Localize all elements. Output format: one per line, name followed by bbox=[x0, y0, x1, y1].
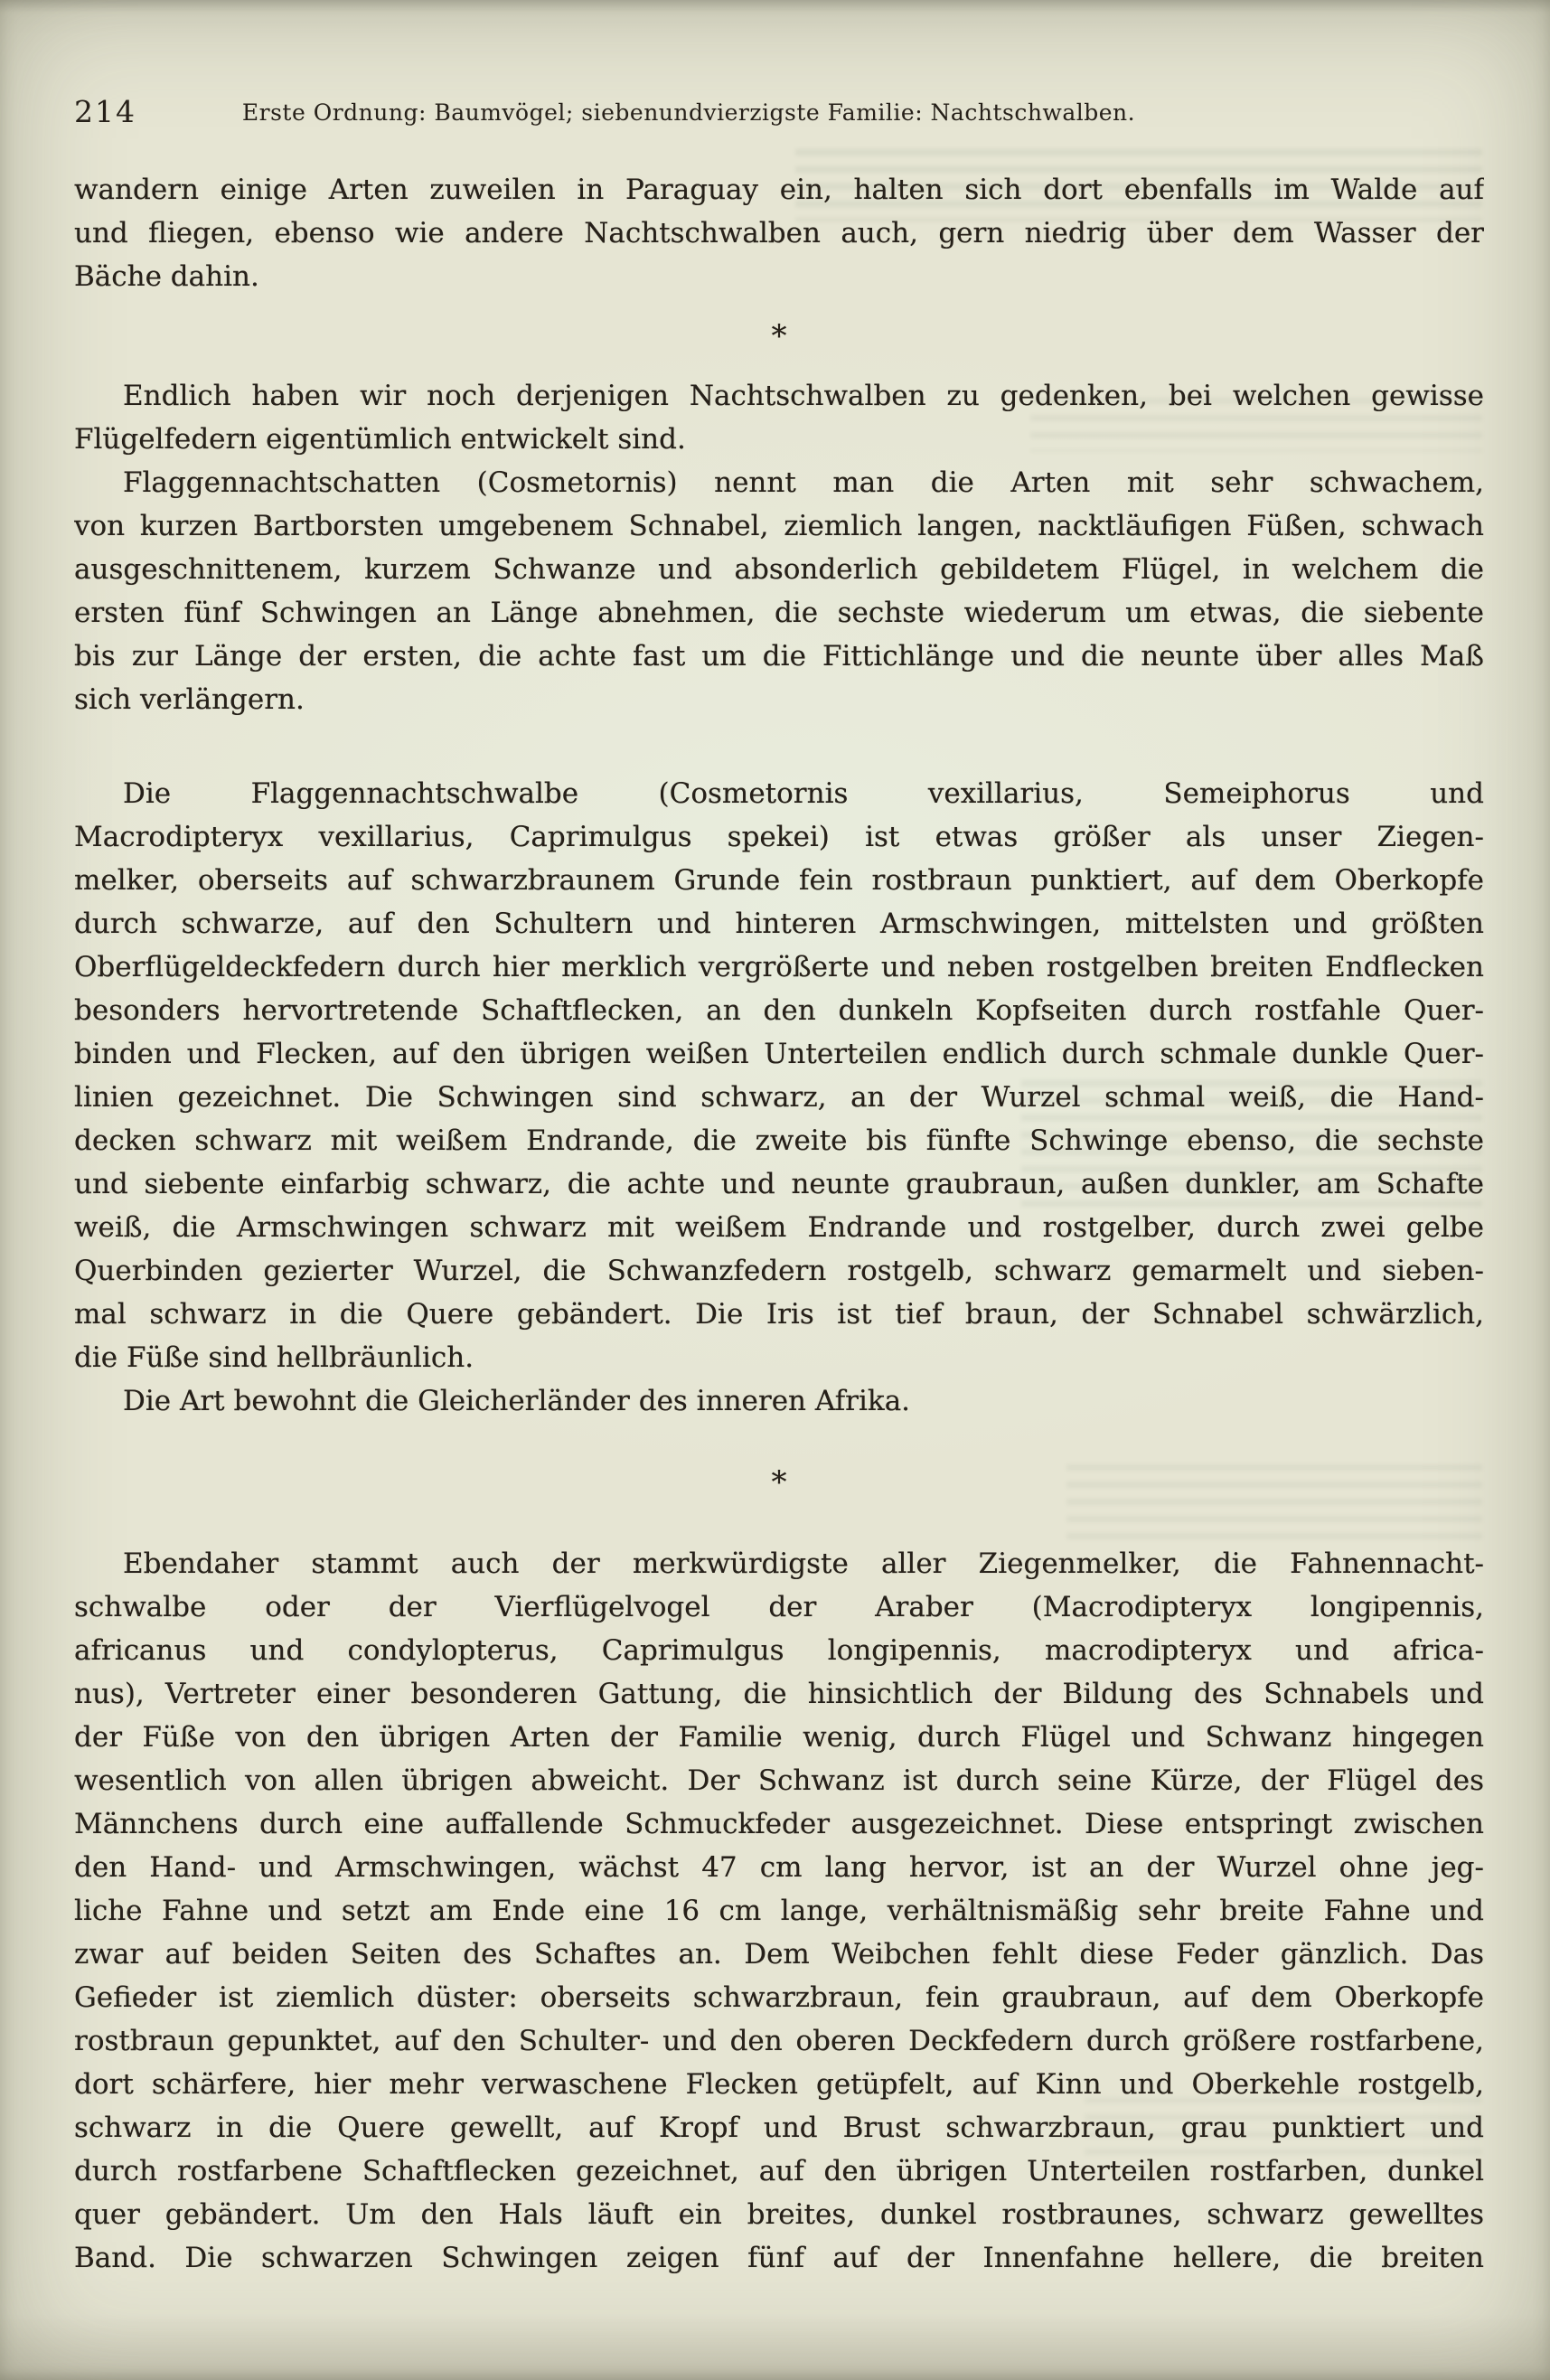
paragraph-continuation bbox=[74, 168, 1484, 298]
paragraph-intro bbox=[74, 374, 1484, 461]
text-line: Die Flaggennachtschwalbe (Cosmetornis vexillarius, Semeiphorus und bbox=[123, 777, 1484, 810]
paragraph-gap bbox=[74, 721, 1484, 772]
text-line: besonders hervortretende Schaftflecken, an den dunkeln Kopfseiten durch rostfahle Quer- bbox=[74, 994, 1484, 1027]
text-line: rostbraun gepunktet, auf den Schulter- und den oberen Deckfedern durch größere rostfarbene, bbox=[74, 2025, 1484, 2057]
text-line: wandern einige Arten zuweilen in Paraguay ein, halten sich dort ebenfalls im Walde auf bbox=[74, 174, 1484, 206]
text-line: schwalbe oder der Vierflügelvogel der Araber (Macrodipteryx longipennis, bbox=[74, 1591, 1484, 1623]
text-line: ausgeschnittenem, kurzem Schwanze und absonderlich gebildetem Flügel, in welchem die bbox=[74, 553, 1484, 586]
text-line: mal schwarz in die Quere gebändert. Die Iris ist tief braun, der Schnabel schwärzlich, bbox=[74, 1298, 1484, 1331]
text-line: linien gezeichnet. Die Schwingen sind schwarz, an der Wurzel schmal weiß, die Hand- bbox=[74, 1081, 1484, 1114]
text-line: Macrodipteryx vexillarius, Caprimulgus spekei) ist etwas größer als unser Ziegen- bbox=[74, 821, 1484, 853]
text-line: den Hand- und Armschwingen, wächst 47 cm lang hervor, ist an der Wurzel ohne jeg- bbox=[74, 1851, 1484, 1884]
text-line: africanus und condylopterus, Caprimulgus longipennis, macrodipteryx und africa- bbox=[74, 1634, 1484, 1667]
text-line: wesentlich von allen übrigen abweicht. Der Schwanz ist durch seine Kürze, der Flügel des bbox=[74, 1764, 1484, 1797]
text-line: Ebendaher stammt auch der merkwürdigste aller Ziegenmelker, die Fahnennacht- bbox=[123, 1547, 1484, 1580]
text-line: Oberflügeldeckfedern durch hier merklich vergrößerte und neben rostgelben breiten Endflecken bbox=[74, 951, 1484, 983]
paragraph-flaggennachtschwalbe bbox=[74, 772, 1484, 1379]
text-line: bis zur Länge der ersten, die achte fast um die Fittichlänge und die neunte über alles Maß bbox=[74, 640, 1484, 673]
text-line: durch rostfarbene Schaftflecken gezeichnet, auf den übrigen Unterteilen rostfarben, dunkel bbox=[74, 2155, 1484, 2187]
text-line: binden und Flecken, auf den übrigen weißen Unterteilen endlich durch schmale dunkle Quer- bbox=[74, 1038, 1484, 1070]
text-line: nus), Vertreter einer besonderen Gattung, die hinsichtlich der Bildung des Schnabels und bbox=[74, 1678, 1484, 1710]
text-line: Die Art bewohnt die Gleicherländer des inneren Afrika. bbox=[123, 1385, 911, 1417]
text-line: weiß, die Armschwingen schwarz mit weißem Endrande und rostgelber, durch zwei gelbe bbox=[74, 1211, 1484, 1244]
body-text bbox=[74, 168, 1484, 2280]
text-line: schwarz in die Quere gewellt, auf Kropf und Brust schwarzbraun, grau punktiert und bbox=[74, 2112, 1484, 2144]
text-line: und fliegen, ebenso wie andere Nachtschwalben auch, gern niedrig über dem Wasser der bbox=[74, 217, 1484, 249]
text-line: Flaggennachtschatten (Cosmetornis) nennt man die Arten mit sehr schwachem, bbox=[123, 466, 1484, 499]
text-line: der Füße von den übrigen Arten der Familie wenig, durch Flügel und Schwanz hingegen bbox=[74, 1721, 1484, 1754]
page-number: 214 bbox=[74, 94, 136, 129]
text-line: Männchens durch eine auffallende Schmuckfeder ausgezeichnet. Diese entspringt zwischen bbox=[74, 1808, 1484, 1840]
text-line: Flügelfedern eigentümlich entwickelt sind. bbox=[74, 423, 686, 456]
text-line: und siebente einfarbig schwarz, die achte und neunte graubraun, außen dunkler, am Schafte bbox=[74, 1168, 1484, 1200]
text-line: Band. Die schwarzen Schwingen zeigen fünf auf der Innenfahne hellere, die breiten bbox=[74, 2242, 1484, 2274]
paragraph-distribution bbox=[74, 1379, 1484, 1423]
text-line: die Füße sind hellbräunlich. bbox=[74, 1341, 474, 1374]
asterisk-glyph: * bbox=[771, 318, 787, 354]
text-line: ersten fünf Schwingen an Länge abnehmen, die sechste wiederum um etwas, die siebente bbox=[74, 597, 1484, 629]
text-line: sich verlängern. bbox=[74, 683, 305, 716]
text-line: Gefieder ist ziemlich düster: oberseits schwarzbraun, fein graubraun, auf dem Oberkopfe bbox=[74, 1981, 1484, 2014]
text-line: Endlich haben wir noch derjenigen Nachtschwalben zu gedenken, bei welchen gewisse bbox=[123, 380, 1484, 412]
paragraph-fahnennachtschwalbe bbox=[74, 1542, 1484, 2280]
text-line: Bäche dahin. bbox=[74, 260, 259, 293]
text-line: melker, oberseits auf schwarzbraunem Grunde fein rostbraun punktiert, auf dem Oberkopfe bbox=[74, 864, 1484, 897]
text-line: dort schärfere, hier mehr verwaschene Flecken getüpfelt, auf Kinn und Oberkehle rostgelb, bbox=[74, 2068, 1484, 2101]
asterisk-glyph: * bbox=[771, 1464, 787, 1500]
paragraph-flaggennachtschatten bbox=[74, 461, 1484, 721]
text-line: zwar auf beiden Seiten des Schaftes an. Dem Weibchen fehlt diese Feder gänzlich. Das bbox=[74, 1938, 1484, 1971]
section-separator bbox=[74, 298, 1484, 374]
text-line: quer gebändert. Um den Hals läuft ein breites, dunkel rostbraunes, schwarz gewelltes bbox=[74, 2198, 1484, 2231]
section-separator bbox=[74, 1423, 1484, 1542]
text-line: liche Fahne und setzt am Ende eine 16 cm lange, verhältnismäßig sehr breite Fahne und bbox=[74, 1895, 1484, 1927]
text-line: von kurzen Bartborsten umgebenem Schnabel, ziemlich langen, nacktläufigen Füßen, schwach bbox=[74, 510, 1484, 542]
running-header: Erste Ordnung: Baumvögel; siebenundvierzigste Familie: Nachtschwalben. bbox=[241, 99, 1136, 126]
text-line: durch schwarze, auf den Schultern und hinteren Armschwingen, mittelsten und größten bbox=[74, 908, 1484, 940]
text-line: decken schwarz mit weißem Endrande, die zweite bis fünfte Schwinge ebenso, die sechste bbox=[74, 1124, 1484, 1157]
text-line: Querbinden gezierter Wurzel, die Schwanzfedern rostgelb, schwarz gemarmelt und sieben- bbox=[74, 1255, 1484, 1287]
